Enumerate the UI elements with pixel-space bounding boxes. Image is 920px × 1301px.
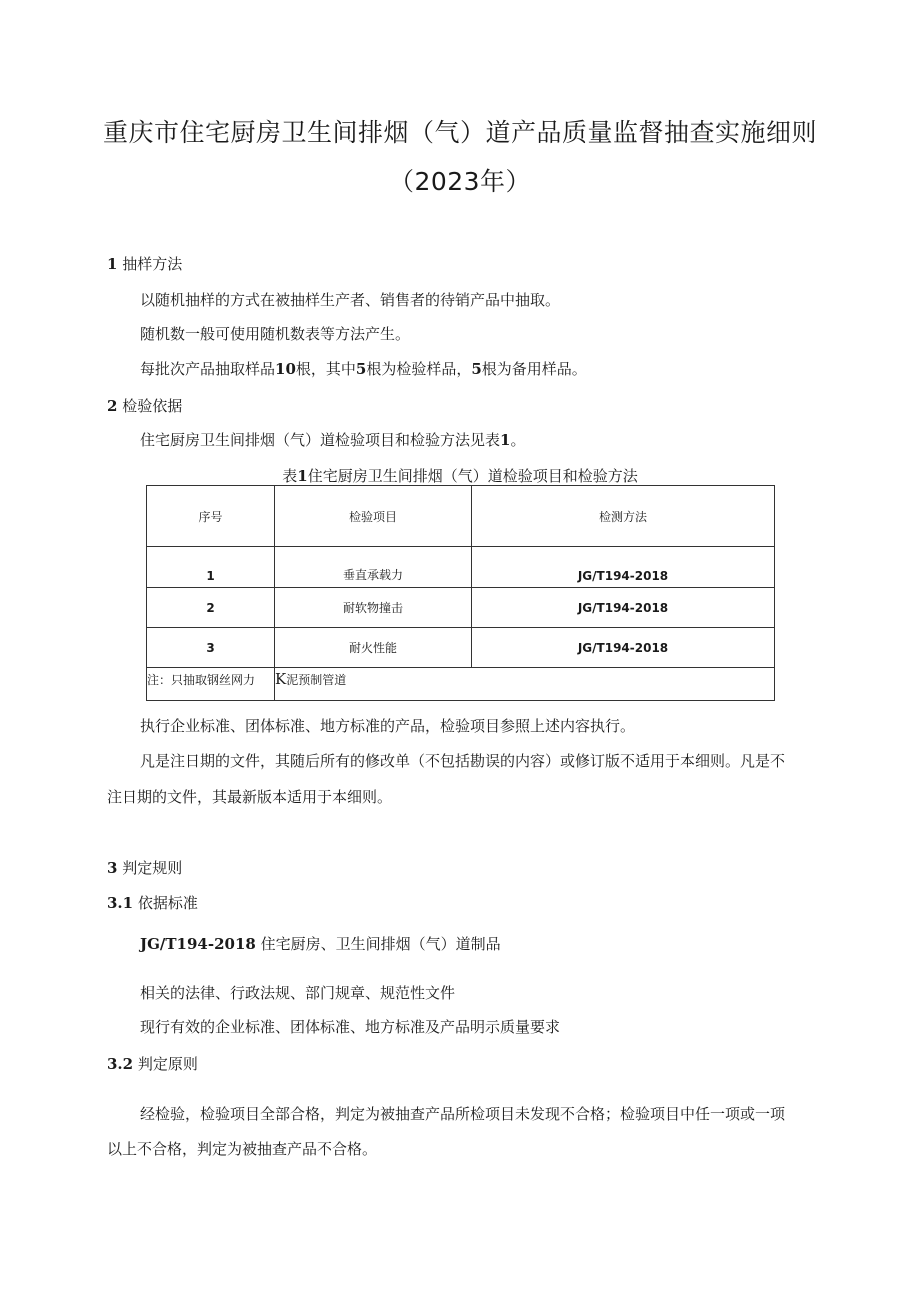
table-note-part-2: K泥预制管道 [275,668,775,701]
table-row [147,588,775,628]
document-year: （2023年） [388,167,532,196]
section-1-heading [107,253,182,274]
standard-reference: JG/T194-2018 住宅厨房、卫生间排烟（气）道制品 [140,935,501,953]
section-3-paragraph-2: 现行有效的企业标准、团体标准、地方标准及产品明示质量要求 [140,1018,561,1036]
section-2-number: 2 [107,397,118,415]
header-serial: 序号 [147,486,275,547]
section-3-number: 3 [107,859,118,877]
section-3-paragraph-3-line-1: 经检验，检验项目全部合格，判定为被抽查产品所检项目未发现不合格；检验项目中任一项或一项 [140,1105,786,1123]
row-2-method: JG/T194-2018 [472,588,775,628]
section-3-1-heading: 3.1 依据标准 [107,894,198,912]
table-note-part-1: 注：只抽取钢丝网力 [147,668,275,701]
document-title: 重庆市住宅厨房卫生间排烟（气）道产品质量监督抽查实施细则 [102,118,817,147]
row-1-serial: 1 [147,547,275,588]
after-table-paragraph-1: 执行企业标准、团体标准、地方标准的产品，检验项目参照上述内容执行。 [140,717,636,735]
row-3-method: JG/T194-2018 [472,628,775,668]
row-3-serial: 3 [147,628,275,668]
section-2-heading [107,395,182,416]
section-2-title: 检验依据 [122,397,183,415]
section-3-title: 判定规则 [122,859,183,877]
section-3-heading [107,857,182,878]
table-row [147,628,775,668]
row-3-item: 耐火性能 [275,628,472,668]
table-caption: 表1住宅厨房卫生间排烟（气）道检验项目和检验方法 [282,467,638,485]
section-1-paragraph-1: 以随机抽样的方式在被抽样生产者、销售者的待销产品中抽取。 [140,291,561,309]
section-1-title: 抽样方法 [122,255,183,273]
row-1-item: 垂直承载力 [275,547,472,588]
section-1-paragraph-2: 随机数一般可使用随机数表等方法产生。 [140,325,411,343]
after-table-paragraph-2-line-2: 注日期的文件，其最新版本适用于本细则。 [107,788,393,806]
row-2-serial: 2 [147,588,275,628]
section-3-paragraph-3-line-2: 以上不合格，判定为被抽查产品不合格。 [107,1140,378,1158]
table-header-row [147,486,775,547]
inspection-table [146,485,775,701]
after-table-paragraph-2-line-1: 凡是注日期的文件，其随后所有的修改单（不包括勘误的内容）或修订版不适用于本细则。凡是不 [140,752,786,770]
section-3-paragraph-1: 相关的法律、行政法规、部门规章、规范性文件 [140,984,456,1002]
table-note-row [147,668,775,701]
header-item: 检验项目 [275,486,472,547]
section-3-2-heading: 3.2 判定原则 [107,1055,198,1073]
row-1-method: JG/T194-2018 [472,547,775,588]
row-2-item: 耐软物撞击 [275,588,472,628]
section-1-number: 1 [107,255,118,273]
table-row [147,547,775,588]
section-1-paragraph-3: 每批次产品抽取样品10根，其中5根为检验样品，5根为备用样品。 [140,360,587,378]
header-method: 检测方法 [472,486,775,547]
section-2-paragraph-1: 住宅厨房卫生间排烟（气）道检验项目和检验方法见表1。 [140,431,526,449]
